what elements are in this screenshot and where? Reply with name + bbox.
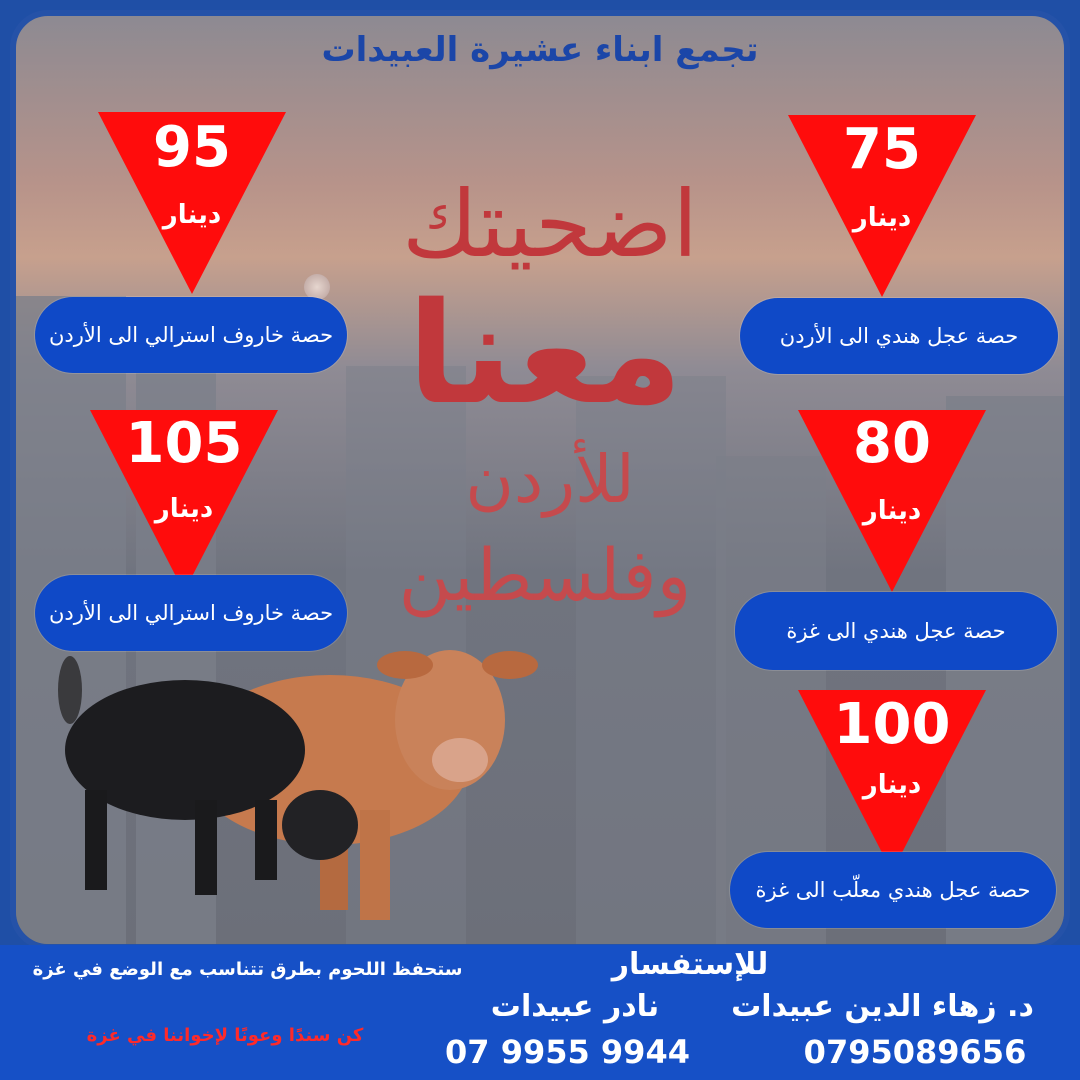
- price-currency: دينار: [862, 496, 922, 526]
- contact-phone-1[interactable]: 0795089656: [803, 1033, 1027, 1071]
- headline-line-1: اضحيتك: [401, 171, 699, 278]
- price-value: 105: [125, 411, 243, 476]
- price-currency: دينار: [154, 494, 214, 524]
- slogan: كن سندًا وعونًا لإخواننا في غزة: [86, 1025, 364, 1046]
- price-currency: دينار: [862, 770, 922, 800]
- price-value: 80: [853, 411, 931, 476]
- offer-label: حصة خاروف استرالي الى الأردن: [35, 297, 347, 373]
- offer-label: حصة عجل هندي الى غزة: [735, 592, 1057, 670]
- storage-note: ستحفظ اللحوم بطرق تتناسب مع الوضع في غزة: [32, 959, 463, 980]
- goat-image: [45, 650, 375, 910]
- price-currency: دينار: [852, 203, 912, 233]
- price-value: 75: [843, 117, 921, 182]
- price-value: 95: [153, 115, 231, 180]
- page-title: تجمع ابناء عشيرة العبيدات: [321, 30, 759, 70]
- inquiry-label: للإستفسار: [611, 947, 769, 982]
- headline-line-4: وفلسطين: [398, 533, 692, 617]
- offer-label: حصة عجل هندي معلّب الى غزة: [730, 852, 1056, 928]
- offer-label: حصة عجل هندي الى الأردن: [740, 298, 1058, 374]
- price-value: 100: [833, 692, 951, 757]
- headline-line-3: للأردن: [465, 441, 635, 518]
- contact-name-1: د. زهاء الدين عبيدات: [731, 989, 1034, 1024]
- contact-phone-2[interactable]: 07 9955 9944: [445, 1033, 690, 1071]
- contact-name-2: نادر عبيدات: [490, 989, 660, 1024]
- offer-label: حصة خاروف استرالي الى الأردن: [35, 575, 347, 651]
- price-currency: دينار: [162, 200, 222, 230]
- footer-bar: [0, 945, 1080, 1080]
- headline-line-2: معنا: [407, 273, 683, 436]
